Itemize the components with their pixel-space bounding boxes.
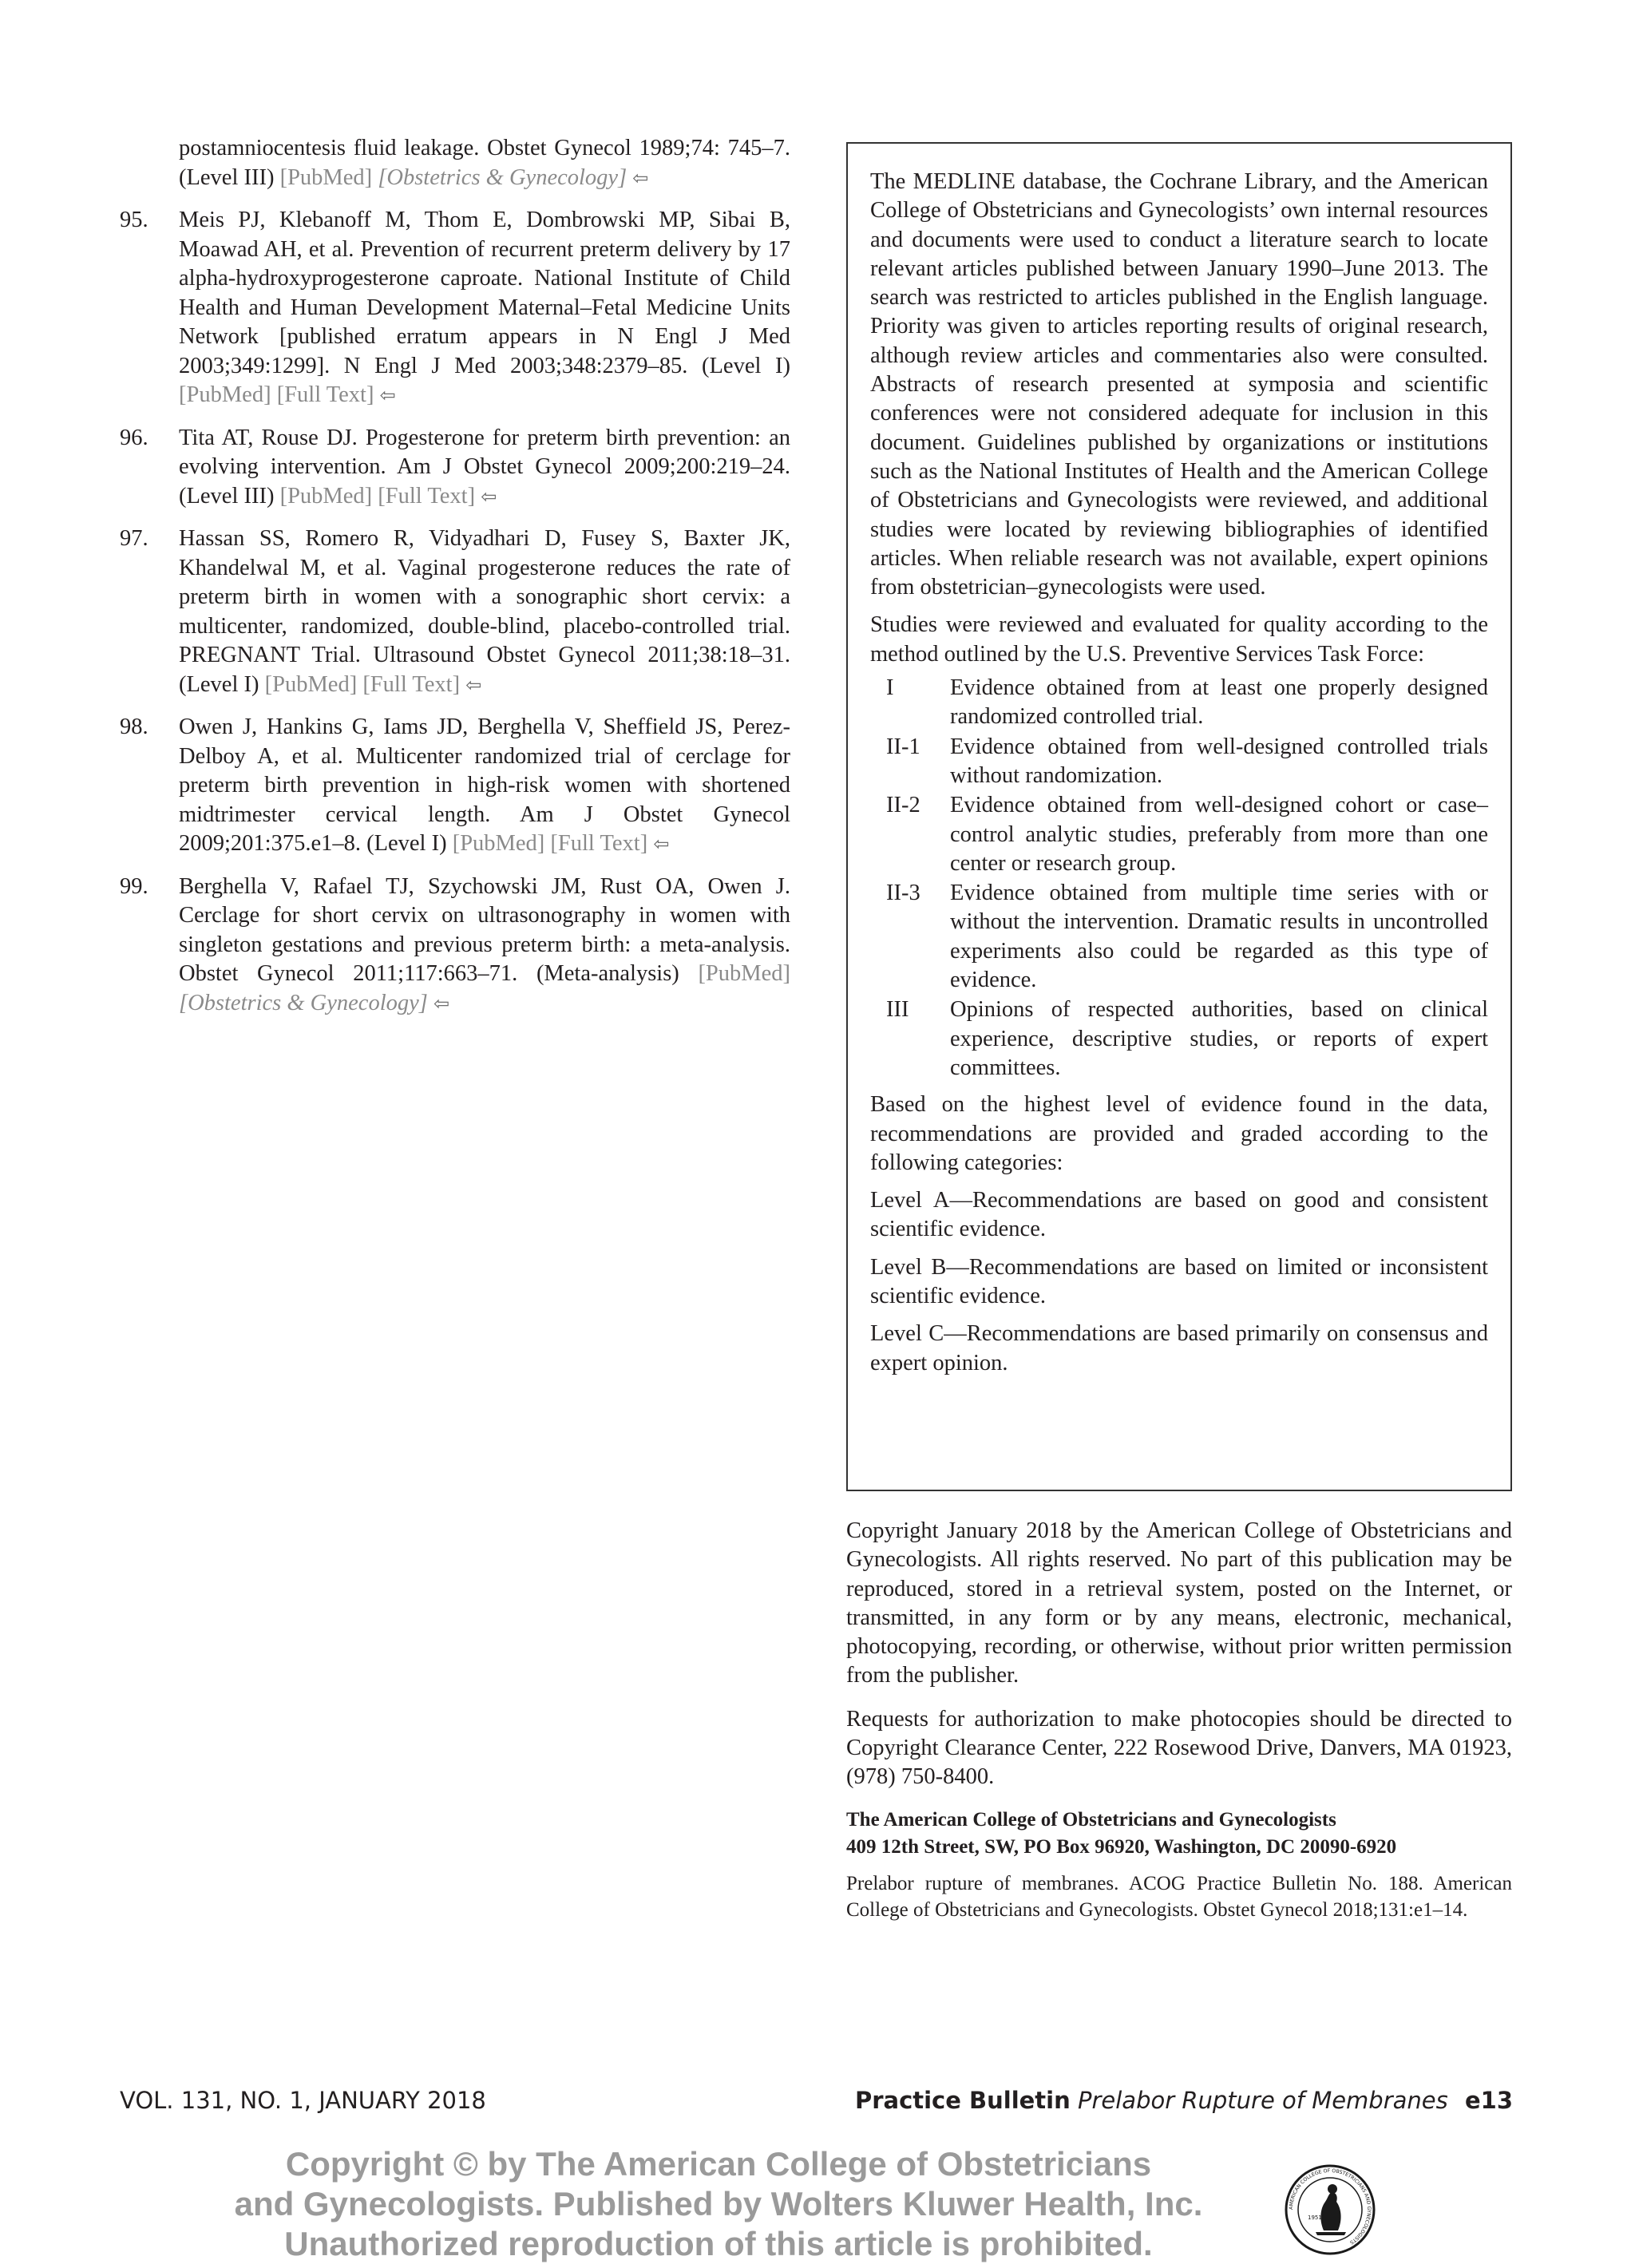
reference-text: Meis PJ, Klebanoff M, Thom E, Dombrowski MP, Sibai B, Moawad AH, et al. Prevention of recurrent preterm delivery by 17 alpha-hydroxyprogesterone caproate. National Institute of Child Health and Human Development Maternal–Fetal Medicine Units Network [published erratum appears in N Engl J Med 2003;349:1299]. N Engl J Med 2003;348:2379–85. (Level I) — [179, 208, 790, 378]
seal-year: 1951 — [1308, 2215, 1322, 2221]
evaluation-paragraph: Studies were reviewed and evaluated for quality according to the method outlined by the U.S. Preventive Services Task Force: — [870, 612, 1488, 667]
full-text-link[interactable]: [Full Text] — [550, 831, 648, 856]
reference-number: 97. — [120, 526, 148, 551]
back-arrow-icon[interactable]: ⇦ — [379, 384, 396, 406]
journal-link[interactable]: [Obstetrics & Gynecology] — [378, 164, 627, 190]
journal-link[interactable]: [Obstetrics & Gynecology] — [179, 990, 428, 1015]
full-text-link[interactable]: [Full Text] — [378, 483, 476, 509]
publisher-info — [846, 1807, 1512, 1861]
authorization-paragraph: Requests for authorization to make photocopies should be directed to Copyright Clearance Center, 222 Rosewood Drive, Danvers, MA 01923, (978) 750-8400. — [846, 1706, 1512, 1790]
reference-text: Berghella V, Rafael TJ, Szychowski JM, Rust OA, Owen J. Cerclage for short cervix on ultrasonography in women with singleton gestations and previous preterm birth: a meta-analysis. Obstet Gynecol 2011;117:663–71. (Meta-analysis) — [179, 873, 790, 986]
evidence-level-text: Evidence obtained from well-designed controlled trials without randomization. — [950, 734, 1488, 788]
publisher-name: The American College of Obstetricians and Gynecologists — [846, 1808, 1336, 1831]
reference-95 — [120, 206, 790, 410]
reference-text: Owen J, Hankins G, Iams JD, Berghella V, Sheffield JS, Perez-Delboy A, et al. Multicenter randomized trial of cerclage for preterm birth prevention in high-risk women with shortened midtrimester cervical length. Am J Obstet Gynecol 2009;201:375.e1–8. (Level I) — [179, 714, 790, 856]
references-column — [120, 134, 790, 1031]
evidence-level-code: II-3 — [886, 881, 920, 906]
reference-number: 95. — [120, 208, 148, 232]
watermark-line: Unauthorized reproduction of this article is prohibited. — [284, 2225, 1153, 2262]
evidence-level-code: I — [886, 675, 894, 701]
evidence-level-code: III — [886, 997, 909, 1023]
back-arrow-icon[interactable]: ⇦ — [465, 673, 482, 696]
pubmed-link[interactable]: [PubMed] — [698, 961, 791, 986]
grading-paragraph: Based on the highest level of evidence found in the data, recommendations are provided and graded according to the following categories: — [870, 1092, 1488, 1175]
reference-number: 99. — [120, 873, 148, 899]
evidence-level-text: Evidence obtained from multiple time series with or without the intervention. Dramatic results in uncontrolled experiments also could be regarded as this type of evidence. — [950, 881, 1488, 993]
full-text-link[interactable]: [Full Text] — [276, 382, 374, 407]
full-text-link[interactable]: [Full Text] — [362, 671, 461, 697]
back-arrow-icon[interactable]: ⇦ — [632, 166, 649, 189]
page-number: e13 — [1464, 2087, 1513, 2114]
bulletin-title: Prelabor Rupture of Membranes — [1077, 2087, 1448, 2114]
reference-number: 98. — [120, 714, 148, 739]
copyright-watermark — [200, 2144, 1237, 2264]
evidence-level-text: Evidence obtained from at least one properly designed randomized controlled trial. — [950, 675, 1488, 730]
running-title — [855, 2087, 1513, 2114]
reference-text: postamniocentesis fluid leakage. Obstet Gynecol 1989;74: 745–7. (Level III) — [179, 136, 790, 190]
evidence-level-item — [870, 995, 1488, 1083]
reference-99 — [120, 873, 790, 1019]
seal-text: AMERICAN COLLEGE OF OBSTETRICIANS AND GYNECOLOGISTS — [1288, 2167, 1372, 2246]
methods-box — [846, 142, 1512, 1491]
evidence-level-text: Evidence obtained from well-designed cohort or case–control analytic studies, preferably from more than one center or research group. — [950, 793, 1488, 876]
pubmed-link[interactable]: [PubMed] — [279, 483, 373, 509]
methods-paragraph: The MEDLINE database, the Cochrane Library, and the American College of Obstetricians and Gynecologists’ own internal resources and documents were used to conduct a literature search to locate relevant articles published between January 1990–June 2013. The search was restricted to articles published in the English language. Priority was given to articles reporting results of original research, although review articles and commentaries also were consulted. Abstracts of research presented at symposia and scientific conferences were not considered adequate for inclusion in this document. Guidelines published by organizations or institutions such as the National Institutes of Health and the American College of Obstetricians and Gynecologists were reviewed, and additional studies were located by reviewing bibliographies of identified articles. When reliable research was not available, expert opinions from obstetrician–gynecologists were used. — [870, 169, 1488, 600]
level-c-recommendation: Level C—Recommendations are based primarily on consensus and expert opinion. — [870, 1321, 1488, 1375]
copyright-paragraph: Copyright January 2018 by the American College of Obstetricians and Gynecologists. All rights reserved. No part of this publication may be reproduced, stored in a retrieval system, posted on the Internet, or transmitted, in any form or by any means, electronic, mechanical, photocopying, recording, or otherwise, without prior written permission from the publisher. — [846, 1518, 1512, 1688]
reference-96 — [120, 424, 790, 512]
reference-number: 96. — [120, 425, 148, 450]
evidence-level-item — [870, 674, 1488, 732]
pubmed-link[interactable]: [PubMed] — [179, 382, 271, 407]
back-arrow-icon[interactable]: ⇦ — [653, 833, 670, 855]
evidence-level-item — [870, 791, 1488, 878]
level-b-recommendation: Level B—Recommendations are based on limited or inconsistent scientific evidence. — [870, 1254, 1488, 1308]
page-footer — [120, 2087, 1513, 2119]
evidence-level-text: Opinions of respected authorities, based on clinical experience, descriptive studies, or reports of expert committees. — [950, 997, 1488, 1080]
reference-94-continuation — [120, 134, 790, 192]
back-arrow-icon[interactable]: ⇦ — [433, 992, 450, 1015]
pubmed-link[interactable]: [PubMed] — [264, 671, 358, 697]
citation-text: Prelabor rupture of membranes. ACOG Practice Bulletin No. 188. American College of Obstetricians and Gynecologists. Obstet Gynecol 2018;131:e1–14. — [846, 1872, 1512, 1921]
level-a-recommendation: Level A—Recommendations are based on good and consistent scientific evidence. — [870, 1188, 1488, 1242]
copyright-block — [846, 1517, 1512, 1923]
reference-text: Tita AT, Rouse DJ. Progesterone for preterm birth prevention: an evolving intervention. Am J Obstet Gynecol 2009;200:219–24. (Level III) — [179, 425, 790, 509]
reference-98 — [120, 713, 790, 859]
watermark-line: and Gynecologists. Published by Wolters Kluwer Health, Inc. — [234, 2185, 1203, 2222]
acog-seal-icon — [1284, 2163, 1376, 2256]
reference-text: Hassan SS, Romero R, Vidyadhari D, Fusey S, Baxter JK, Khandelwal M, et al. Vaginal progesterone reduces the rate of preterm birth in women with a sonographic short cervix: a multicenter, randomized, double-blind, placebo-controlled trial. PREGNANT Trial. Ultrasound Obstet Gynecol 2011;38:18–31. (Level I) — [179, 526, 790, 697]
watermark-line: Copyright © by The American College of Obstetricians — [285, 2145, 1152, 2183]
reference-97 — [120, 524, 790, 699]
back-arrow-icon[interactable]: ⇦ — [481, 485, 497, 508]
evidence-level-code: II-2 — [886, 793, 920, 818]
journal-volume: VOL. 131, NO. 1, JANUARY 2018 — [120, 2087, 486, 2114]
publisher-address: 409 12th Street, SW, PO Box 96920, Washington, DC 20090-6920 — [846, 1835, 1397, 1858]
pubmed-link[interactable]: [PubMed] — [452, 831, 545, 856]
evidence-level-item — [870, 733, 1488, 791]
evidence-level-item — [870, 879, 1488, 995]
evidence-levels-list — [870, 674, 1488, 1083]
pubmed-link[interactable]: [PubMed] — [279, 164, 373, 190]
evidence-level-code: II-1 — [886, 734, 920, 759]
bulletin-label: Practice Bulletin — [854, 2087, 1071, 2114]
